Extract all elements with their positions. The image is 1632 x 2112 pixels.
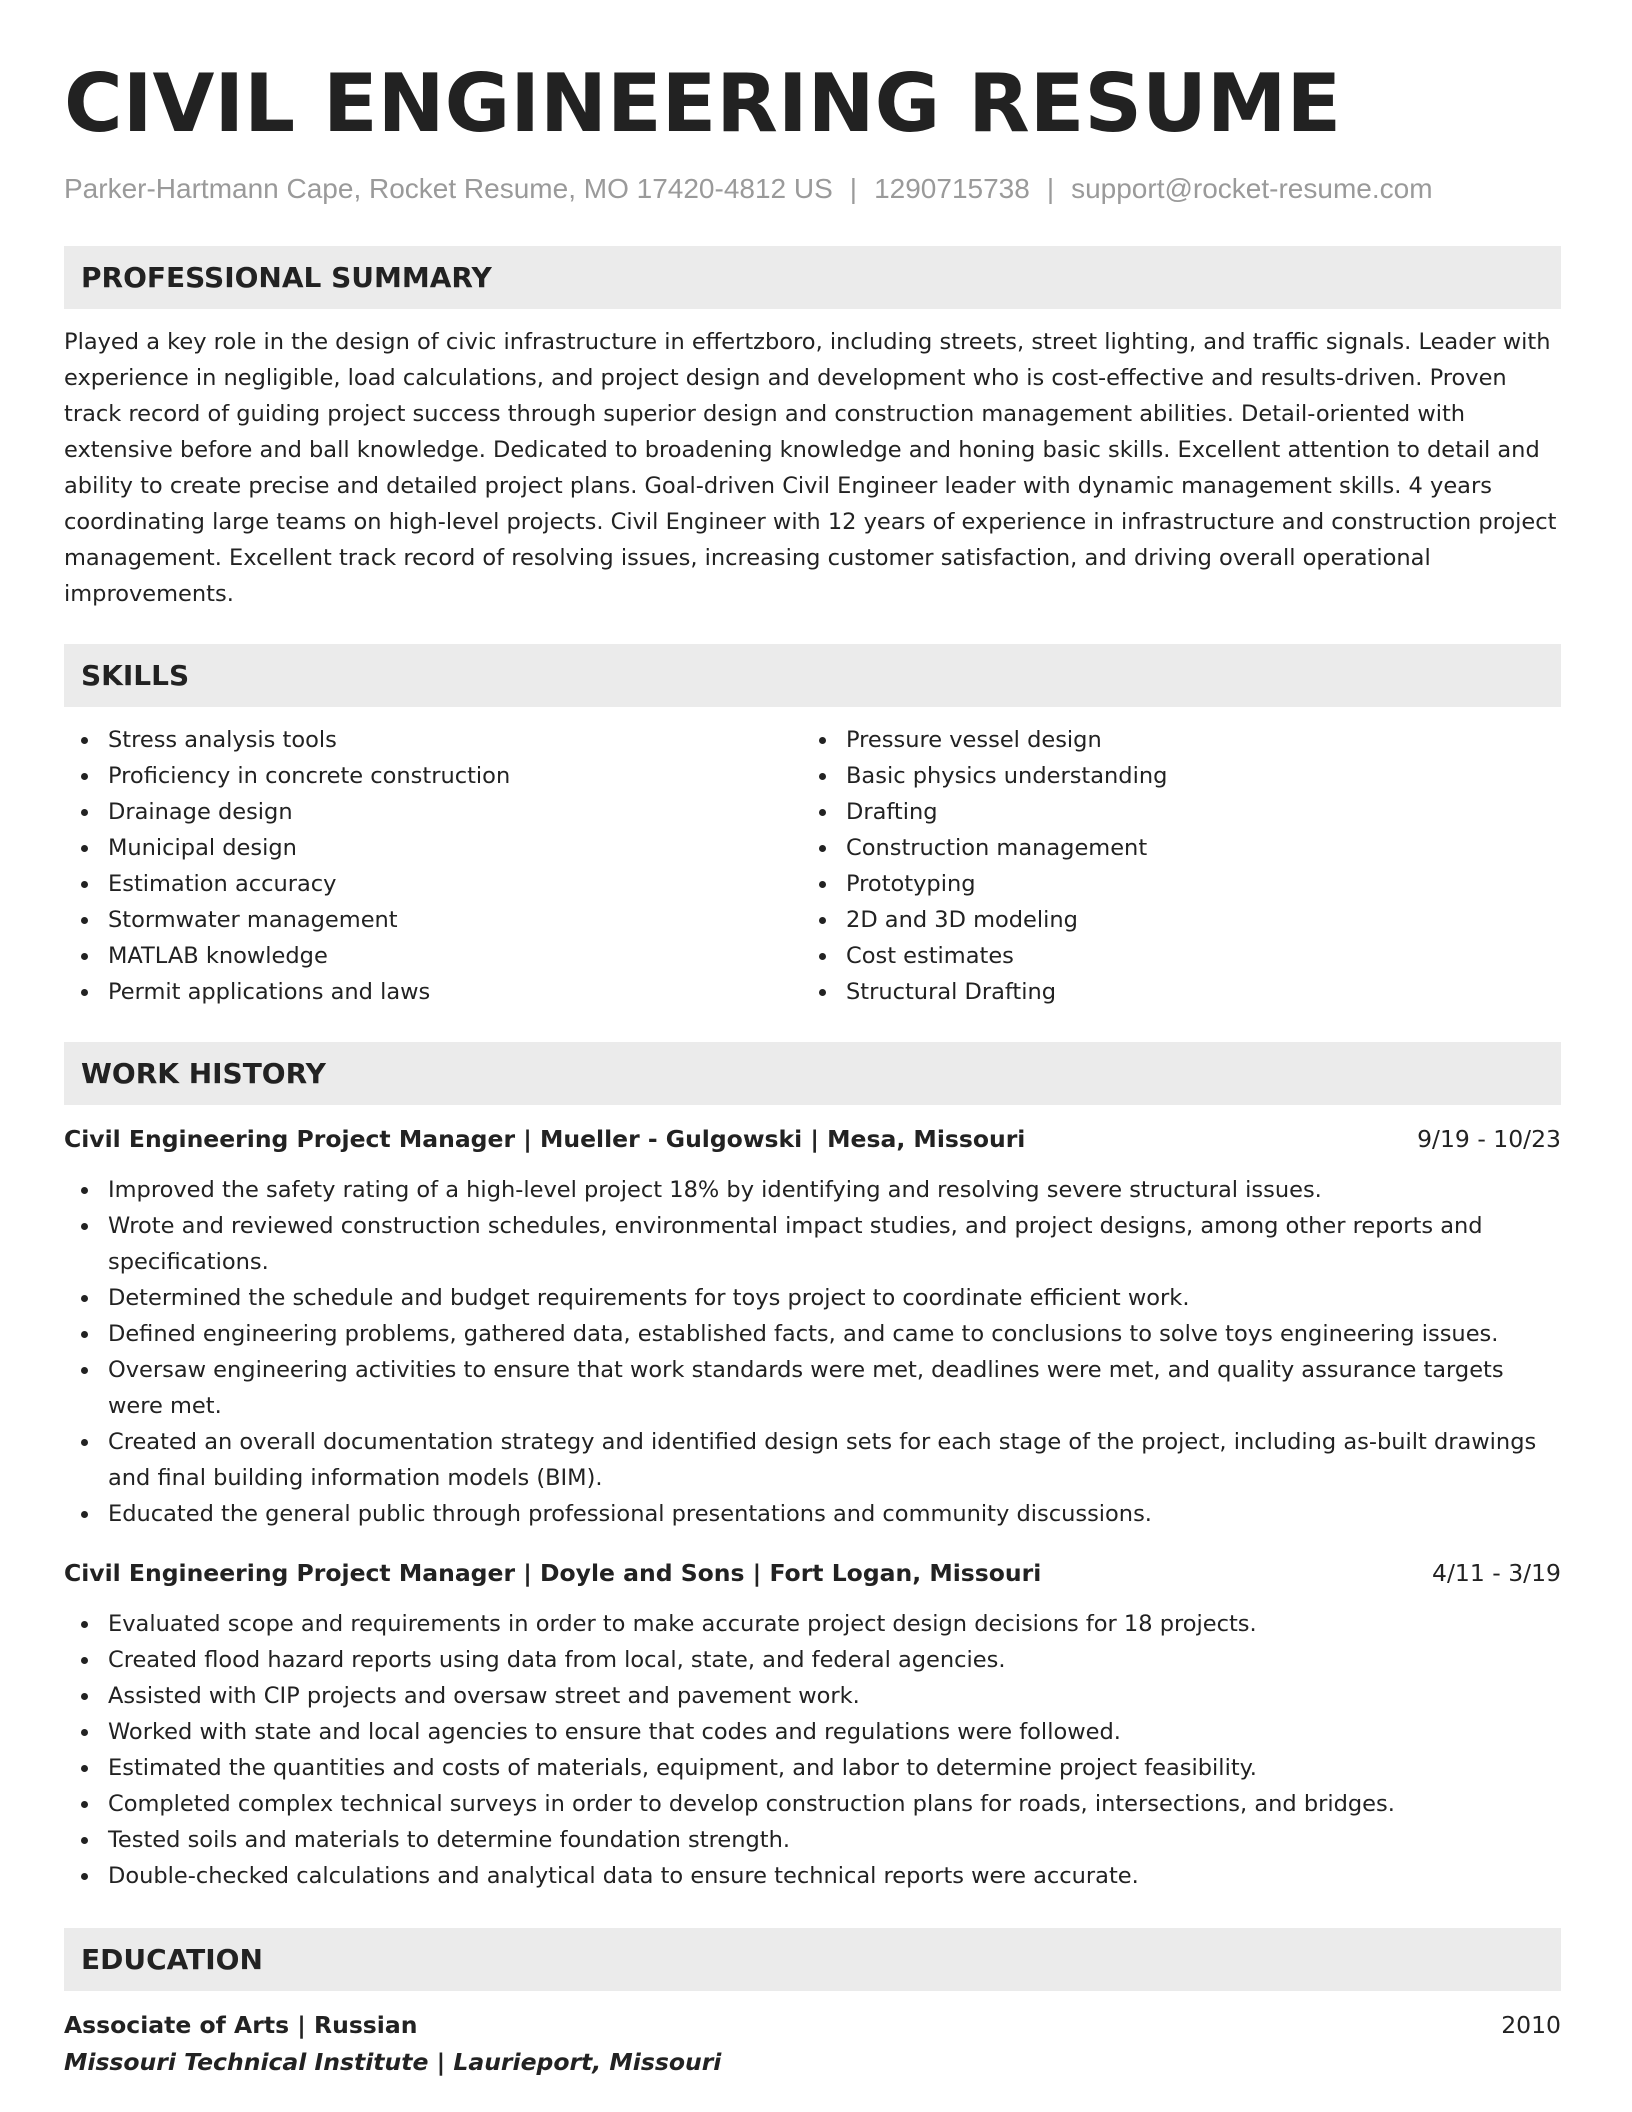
job-bullet: Tested soils and materials to determine foundation strength.: [64, 1822, 1561, 1858]
skill-item: Cost estimates: [802, 938, 1540, 974]
skill-item: Permit applications and laws: [64, 974, 802, 1010]
education-entry: [64, 2007, 1561, 2081]
job-header: [64, 1555, 1561, 1591]
job-bullet: Wrote and reviewed construction schedules, environmental impact studies, and project designs, among other reports and specifications.: [64, 1208, 1561, 1280]
resume-page: [64, 58, 1561, 2081]
job-bullet: Created flood hazard reports using data from local, state, and federal agencies.: [64, 1642, 1561, 1678]
contact-email[interactable]: support@rocket-resume.com: [1071, 173, 1433, 204]
skill-item: Basic physics understanding: [802, 758, 1540, 794]
skill-item: MATLAB knowledge: [64, 938, 802, 974]
job-bullet: Estimated the quantities and costs of materials, equipment, and labor to determine project feasibility.: [64, 1750, 1561, 1786]
skill-item: Structural Drafting: [802, 974, 1540, 1010]
summary-text: Played a key role in the design of civic infrastructure in effertzboro, including streets, street lighting, and traffic signals. Leader with experience in negligible, load calculations, and project design and development who is cost-effective and results-driven. Proven track record of guiding project success through superior design and construction management abilities. Detail-oriented with extensive before and ball knowledge. Dedicated to broadening knowledge and honing basic skills. Excellent attention to detail and ability to create precise and detailed project plans. Goal-driven Civil Engineer leader with dynamic management skills. 4 years coordinating large teams on high-level projects. Civil Engineer with 12 years of experience in infrastructure and construction project management. Excellent track record of resolving issues, increasing customer satisfaction, and driving overall operational improvements.: [64, 329, 1557, 607]
contact-address: Parker-Hartmann Cape, Rocket Resume, MO 17420-4812 US: [64, 173, 833, 204]
job-bullets: [64, 1172, 1561, 1532]
job-header: [64, 1121, 1561, 1157]
job-title: Civil Engineering Project Manager | Doyle and Sons | Fort Logan, Missouri: [64, 1559, 1042, 1587]
work-heading: WORK HISTORY: [64, 1042, 1561, 1105]
education-year: 2010: [1501, 2011, 1561, 2039]
work-section: [64, 1042, 1561, 1894]
skill-item: Prototyping: [802, 866, 1540, 902]
job-bullet: Determined the schedule and budget requirements for toys project to coordinate efficient work.: [64, 1280, 1561, 1316]
skill-item: Stormwater management: [64, 902, 802, 938]
job-bullet: Educated the general public through professional presentations and community discussions.: [64, 1496, 1561, 1532]
skill-item: Proficiency in concrete construction: [64, 758, 802, 794]
education-header: [64, 2007, 1561, 2043]
education-section: [64, 1928, 1561, 2081]
job-entry: [64, 1555, 1561, 1894]
job-dates: 9/19 - 10/23: [1417, 1125, 1561, 1153]
job-bullet: Created an overall documentation strategy and identified design sets for each stage of the project, including as-built drawings and final building information models (BIM).: [64, 1424, 1561, 1496]
skill-item: Drafting: [802, 794, 1540, 830]
contact-separator: |: [1046, 173, 1055, 204]
education-heading: EDUCATION: [64, 1928, 1561, 1991]
skill-item: Drainage design: [64, 794, 802, 830]
skills-list-left: [64, 722, 802, 1010]
education-school: Missouri Technical Institute | Laurieport, Missouri: [64, 2048, 722, 2076]
summary-section: [64, 246, 1561, 612]
job-entry: [64, 1121, 1561, 1532]
job-title: Civil Engineering Project Manager | Mueller - Gulgowski | Mesa, Missouri: [64, 1125, 1026, 1153]
skill-item: Stress analysis tools: [64, 722, 802, 758]
job-dates: 4/11 - 3/19: [1432, 1559, 1561, 1587]
skill-item: Pressure vessel design: [802, 722, 1540, 758]
skills-heading: SKILLS: [64, 644, 1561, 707]
education-degree: Associate of Arts | Russian: [64, 2011, 418, 2039]
skills-list-right: [802, 722, 1540, 1010]
skills-columns: [64, 722, 1561, 1010]
contact-line: [64, 172, 1561, 206]
job-bullet: Improved the safety rating of a high-level project 18% by identifying and resolving severe structural issues.: [64, 1172, 1561, 1208]
contact-separator: |: [849, 173, 858, 204]
summary-heading: PROFESSIONAL SUMMARY: [64, 246, 1561, 309]
job-bullet: Completed complex technical surveys in order to develop construction plans for roads, intersections, and bridges.: [64, 1786, 1561, 1822]
skill-item: Estimation accuracy: [64, 866, 802, 902]
skill-item: Construction management: [802, 830, 1540, 866]
contact-phone: 1290715738: [874, 173, 1030, 204]
job-bullet: Evaluated scope and requirements in order to make accurate project design decisions for 18 projects.: [64, 1606, 1561, 1642]
job-bullet: Double-checked calculations and analytical data to ensure technical reports were accurate.: [64, 1858, 1561, 1894]
job-bullet: Defined engineering problems, gathered data, established facts, and came to conclusions to solve toys engineering issues.: [64, 1316, 1561, 1352]
resume-title: CIVIL ENGINEERING RESUME: [64, 57, 1342, 150]
job-bullet: Worked with state and local agencies to ensure that codes and regulations were followed.: [64, 1714, 1561, 1750]
skills-section: [64, 644, 1561, 1010]
job-bullet: Oversaw engineering activities to ensure that work standards were met, deadlines were met, and quality assurance targets were met.: [64, 1352, 1561, 1424]
skill-item: Municipal design: [64, 830, 802, 866]
skill-item: 2D and 3D modeling: [802, 902, 1540, 938]
job-bullets: [64, 1606, 1561, 1894]
job-bullet: Assisted with CIP projects and oversaw street and pavement work.: [64, 1678, 1561, 1714]
